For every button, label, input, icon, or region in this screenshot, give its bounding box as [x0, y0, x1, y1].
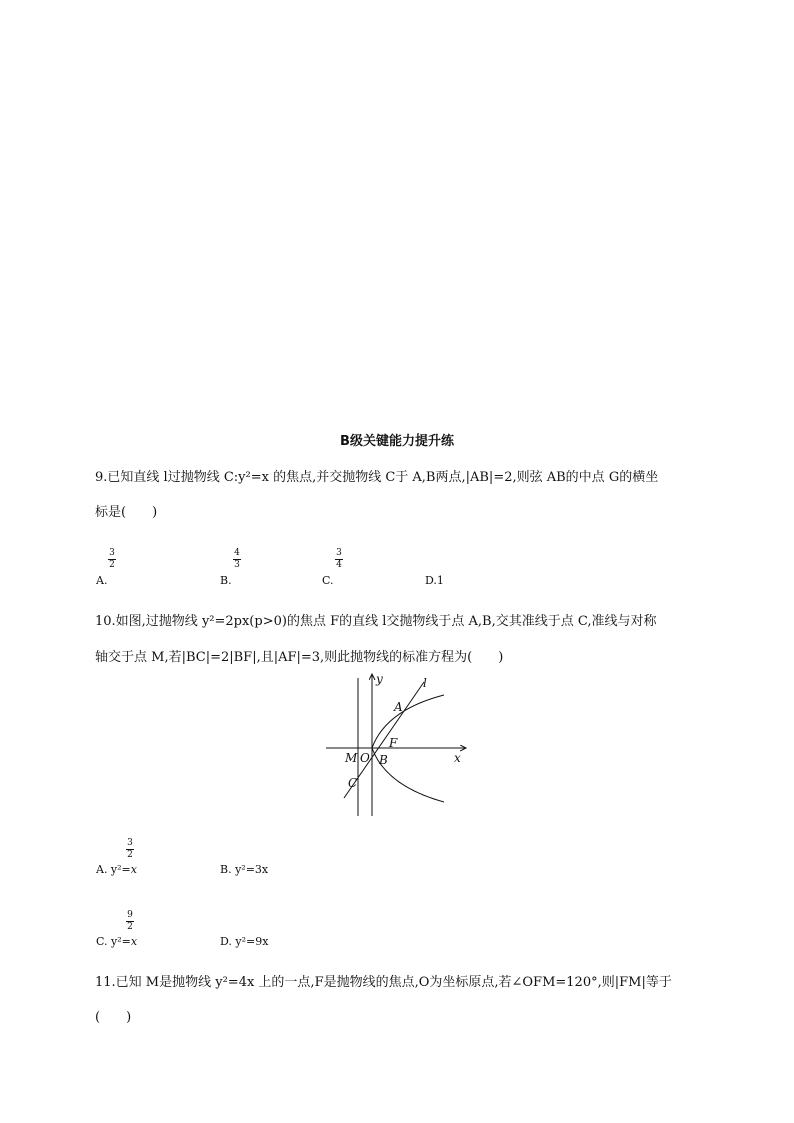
label-O: O [360, 751, 370, 765]
question-11-line2: ( ) [95, 1010, 132, 1025]
label-y: y [376, 672, 383, 686]
label-F: F [389, 736, 398, 750]
q9-option-d[interactable]: D.1 [425, 574, 444, 587]
label-x: x [454, 751, 461, 765]
question-9-line1: 9.已知直线 l过抛物线 C:y²=x 的焦点,并交抛物线 C于 A,B两点,|AB|=2,则弦 AB的中点 G的横坐 [95, 470, 659, 485]
fraction-denominator: 3 [234, 560, 240, 570]
option-prefix: C. y²= [96, 935, 131, 948]
fraction-denominator: 2 [109, 560, 115, 570]
fraction-numerator: 3 [109, 548, 115, 558]
q9-option-b[interactable]: B. [220, 574, 232, 587]
fraction-denominator: 2 [127, 850, 133, 860]
label-C: C [348, 776, 358, 790]
q9-option-a[interactable]: A. [96, 574, 108, 587]
question-10-line1: 10.如图,过抛物线 y²=2px(p>0)的焦点 F的直线 l交抛物线于点 A,B,交其准线于点 C,准线与对称 [95, 614, 657, 629]
fraction-numerator: 4 [234, 548, 240, 558]
label-B: B [379, 753, 388, 767]
q9-option-b-fraction [233, 548, 241, 571]
q10-option-a-fraction [126, 838, 134, 861]
section-title: B级关键能力提升练 [340, 434, 454, 449]
q10-option-d[interactable]: D. y²=9x [220, 935, 269, 948]
q9-option-c-fraction [335, 548, 343, 571]
option-prefix: A. y²= [96, 863, 131, 876]
fraction-numerator: 9 [127, 910, 133, 920]
fraction-numerator: 3 [127, 838, 133, 848]
question-10-line2: 轴交于点 M,若|BC|=2|BF|,且|AF|=3,则此抛物线的标准方程为( ) [95, 650, 504, 665]
q10-option-c-fraction [126, 910, 134, 933]
q10-option-b[interactable]: B. y²=3x [220, 863, 269, 876]
label-M: M [345, 751, 358, 765]
fraction-denominator: 2 [127, 922, 133, 932]
fraction-denominator: 4 [336, 560, 342, 570]
q10-option-a[interactable] [96, 863, 137, 876]
question-11-line1: 11.已知 M是抛物线 y²=4x 上的一点,F是抛物线的焦点,O为坐标原点,若∠OFM=120°,则|FM|等于 [95, 975, 672, 990]
q9-option-a-fraction [108, 548, 116, 571]
label-A: A [394, 700, 403, 714]
question-9-line2: 标是( ) [95, 505, 158, 520]
q10-option-c[interactable] [96, 935, 137, 948]
option-suffix: x [130, 863, 137, 876]
parabola-figure [320, 668, 480, 823]
fraction-numerator: 3 [336, 548, 342, 558]
q9-option-c[interactable]: C. [322, 574, 334, 587]
option-suffix: x [130, 935, 138, 948]
label-l: l [423, 676, 427, 690]
